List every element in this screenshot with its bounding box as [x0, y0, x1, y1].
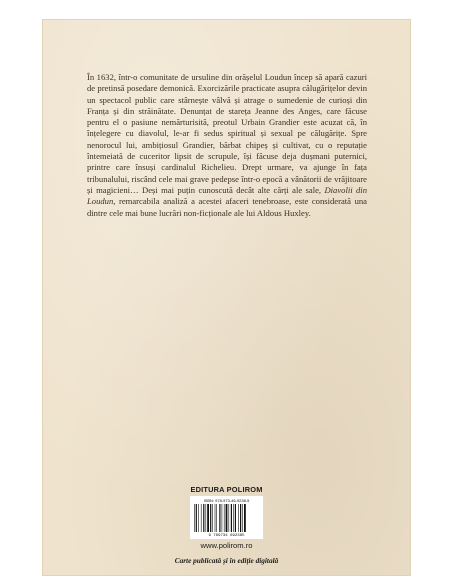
- barcode-digits: 9 789734 692385: [208, 534, 245, 538]
- barcode-bar: [201, 504, 202, 532]
- barcode-bar: [233, 504, 234, 532]
- barcode-bar: [216, 504, 217, 532]
- barcode-bar: [226, 504, 228, 532]
- publisher-website: www.polirom.ro: [200, 541, 253, 550]
- book-title: Diavolii din Loudun: [87, 184, 367, 207]
- blurb-part-2: , remarcabila analiză a acestei afaceri tenebroase, este considerată una dintre cele mai bune lucrări non-ficționale ale lui Aldous Huxley.: [87, 196, 367, 218]
- barcode-bar: [203, 504, 204, 532]
- barcode-bar: [238, 504, 239, 532]
- isbn-label: ISBN: 978-973-46-9238-5: [203, 498, 250, 503]
- barcode-bar: [215, 504, 216, 532]
- blurb-part-1: În 1632, într-o comunitate de ursuline din orășelul Loudun încep să apară cazuri de pretinsă posedare demonică. Exorcizările practicate asupra călugărițelor devin un spectacol public care stârnește vâlvă și atrage o sumedenie de curioși din Franța și din străinătate. Denunțat de stareța Jeanne des Anges, care făcuse pentru el o pasiune nemărturisită, preotul Urbain Grandier este acuzat că, în înțelegere cu diavolul, le-ar fi sedus spiritual și sexual pe călugărițe. Spre nenorocul lui, ambițiosul Grandier, bărbat chipeș și cultivat, cu o reputație întemeiată de cuceritor lipsit de scrupule, își făcuse deja dușmani puternici, printre care însuși cardinalul Richelieu. Drept urmare, va ajunge în fața tribunalului, riscând cele mai grave pedepse într-o epocă a vânătorii de vrăjitoare și magicieni… Deși mai puțin cunoscută decât alte cărți ale sale,: [87, 72, 367, 195]
- barcode-bar: [244, 504, 246, 532]
- barcode-bar: [212, 504, 213, 532]
- publisher-name: EDITURA POLIROM: [190, 485, 263, 494]
- barcode-bar: [242, 504, 243, 532]
- barcode-bar: [196, 504, 197, 532]
- barcode-bar: [240, 504, 241, 532]
- blurb-text: [87, 72, 367, 219]
- barcode-bar: [231, 504, 232, 532]
- digital-edition-note: Carte publicată și în ediție digitală: [174, 556, 279, 565]
- barcode-bars-icon: [194, 504, 259, 532]
- barcode-bar: [222, 504, 223, 532]
- barcode-bar: [229, 504, 230, 532]
- barcode-bar: [219, 504, 220, 532]
- barcode-bar: [224, 504, 225, 532]
- barcode-bar: [198, 504, 199, 532]
- barcode-bar: [235, 504, 236, 532]
- barcode-bar: [206, 504, 207, 532]
- barcode-bar: [194, 504, 195, 532]
- barcode: [190, 496, 263, 539]
- barcode-bar: [207, 504, 209, 532]
- back-cover: [42, 19, 411, 576]
- barcode-bar: [210, 504, 211, 532]
